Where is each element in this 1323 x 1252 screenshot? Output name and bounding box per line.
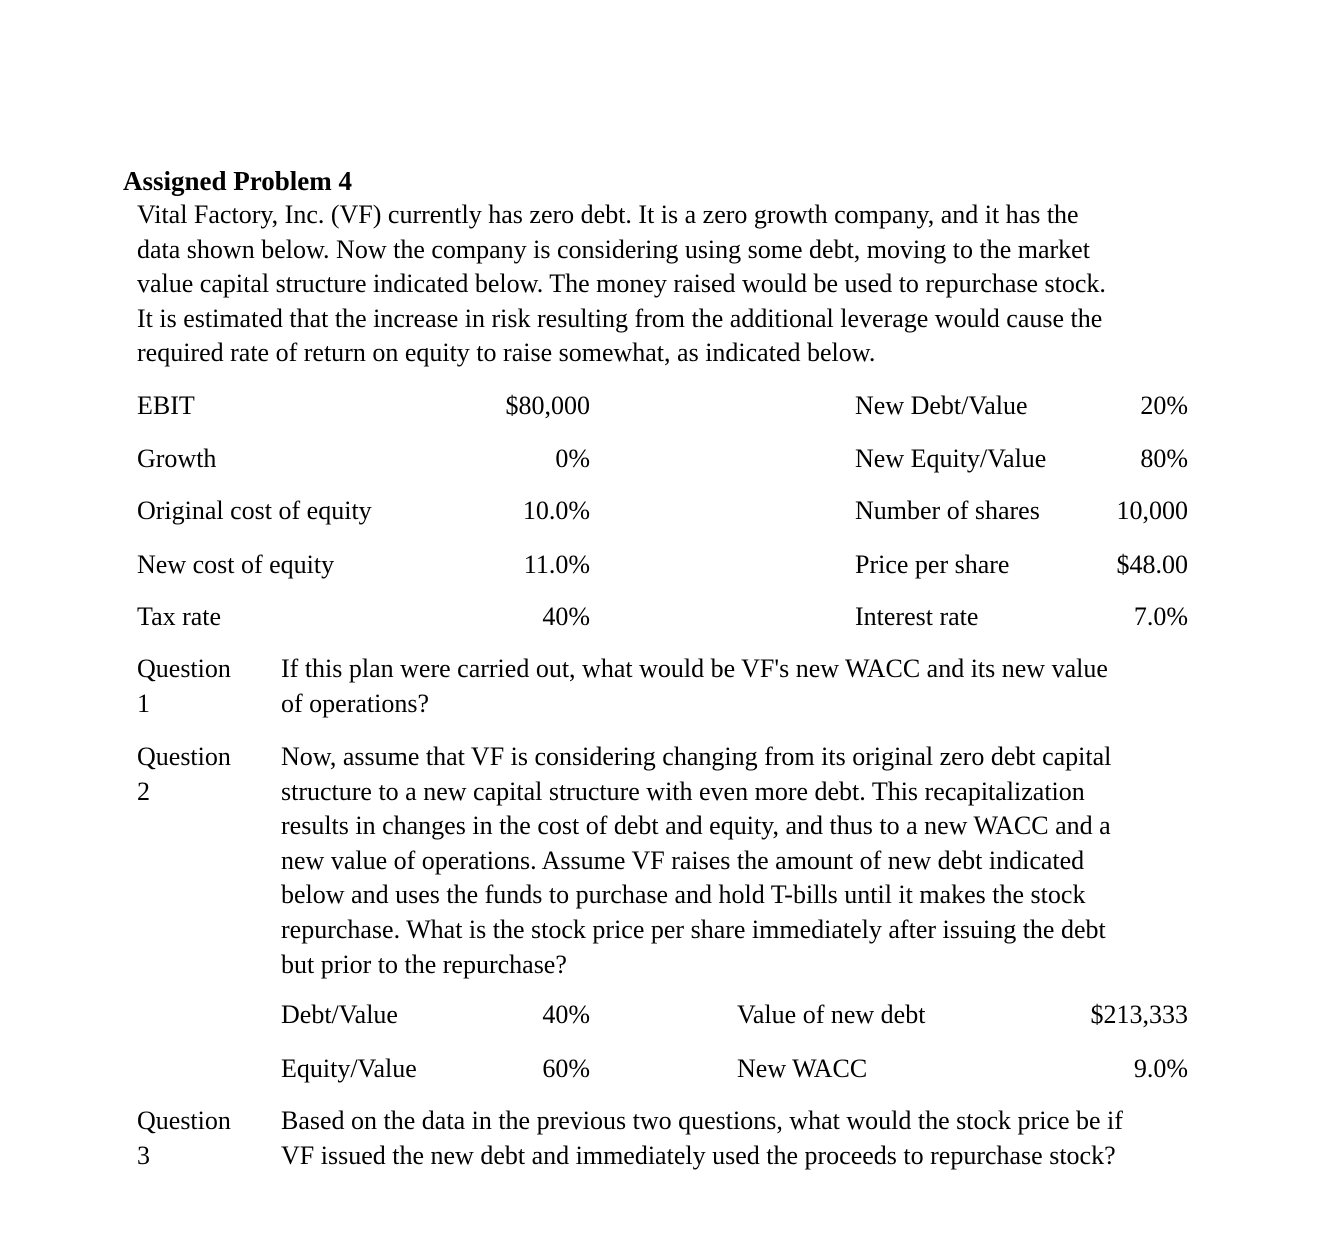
table-value: 9.0% — [1133, 1054, 1188, 1083]
table-label: New Equity/Value — [855, 444, 1047, 473]
question-1-text — [281, 652, 1241, 721]
question-line: results in changes in the cost of debt and equity, and thus to a new WACC and a — [281, 811, 1111, 841]
table-value: 7.0% — [1133, 602, 1188, 631]
table-value: 20% — [1140, 391, 1188, 420]
question-word: Question — [137, 654, 231, 683]
question-line: new value of operations. Assume VF raises the amount of new debt indicated — [281, 845, 1085, 875]
table-value: $48.00 — [1116, 550, 1188, 579]
table-value: $213,333 — [1090, 1000, 1188, 1029]
page-title: Assigned Problem 4 — [123, 166, 353, 196]
question-line: but prior to the repurchase? — [281, 949, 567, 979]
intro-paragraph — [137, 198, 1217, 371]
table-value: 80% — [1140, 444, 1188, 473]
table-value: $80,000 — [505, 391, 590, 420]
question-3-label — [137, 1104, 257, 1173]
question-line: Now, assume that VF is considering changing from its original zero debt capital — [281, 742, 1112, 771]
table-label: Interest rate — [855, 602, 979, 631]
question-number: 3 — [137, 1140, 150, 1170]
table-label: Growth — [137, 444, 217, 473]
table-label: Tax rate — [137, 602, 222, 631]
question-line: If this plan were carried out, what would be VF's new WACC and its new value — [281, 654, 1108, 683]
intro-line: data shown below. Now the company is considering using some debt, moving to the market — [137, 234, 1090, 264]
table-label: EBIT — [137, 391, 195, 420]
question-line: of operations? — [281, 688, 430, 718]
question-word: Question — [137, 1106, 231, 1135]
intro-line: required rate of return on equity to raise somewhat, as indicated below. — [137, 338, 876, 368]
question-2-text — [281, 740, 1241, 982]
question-line: repurchase. What is the stock price per share immediately after issuing the debt — [281, 914, 1106, 944]
table-value: 11.0% — [523, 550, 590, 579]
intro-line: value capital structure indicated below. The money raised would be used to repurchase stock. — [137, 269, 1106, 299]
table-label: Price per share — [855, 550, 1010, 579]
table-label: Value of new debt — [737, 1000, 926, 1029]
table-label: Number of shares — [855, 496, 1040, 525]
table-label: Equity/Value — [281, 1054, 417, 1083]
intro-line: Vital Factory, Inc. (VF) currently has zero debt. It is a zero growth company, and it has the — [137, 200, 1079, 229]
table-value: 40% — [542, 602, 590, 631]
table-value: 10,000 — [1116, 496, 1188, 525]
table-value: 40% — [542, 1000, 590, 1029]
question-1-label — [137, 652, 257, 721]
table-label: Debt/Value — [281, 1000, 398, 1029]
table-label: Original cost of equity — [137, 496, 372, 525]
question-number: 1 — [137, 688, 150, 718]
table-value: 10.0% — [522, 496, 590, 525]
question-word: Question — [137, 742, 231, 771]
question-line: Based on the data in the previous two questions, what would the stock price be if — [281, 1106, 1123, 1135]
table-value: 60% — [542, 1054, 590, 1083]
table-label: New WACC — [737, 1054, 868, 1083]
question-2-label — [137, 740, 257, 809]
table-label: New Debt/Value — [855, 391, 1028, 420]
table-label: New cost of equity — [137, 550, 335, 579]
question-3-text — [281, 1104, 1241, 1173]
intro-line: It is estimated that the increase in risk resulting from the additional leverage would cause the — [137, 303, 1103, 333]
question-line: below and uses the funds to purchase and hold T-bills until it makes the stock — [281, 880, 1086, 910]
question-number: 2 — [137, 776, 150, 806]
question-line: VF issued the new debt and immediately used the proceeds to repurchase stock? — [281, 1140, 1116, 1170]
table-value: 0% — [555, 444, 590, 473]
question-line: structure to a new capital structure with even more debt. This recapitalization — [281, 776, 1085, 806]
